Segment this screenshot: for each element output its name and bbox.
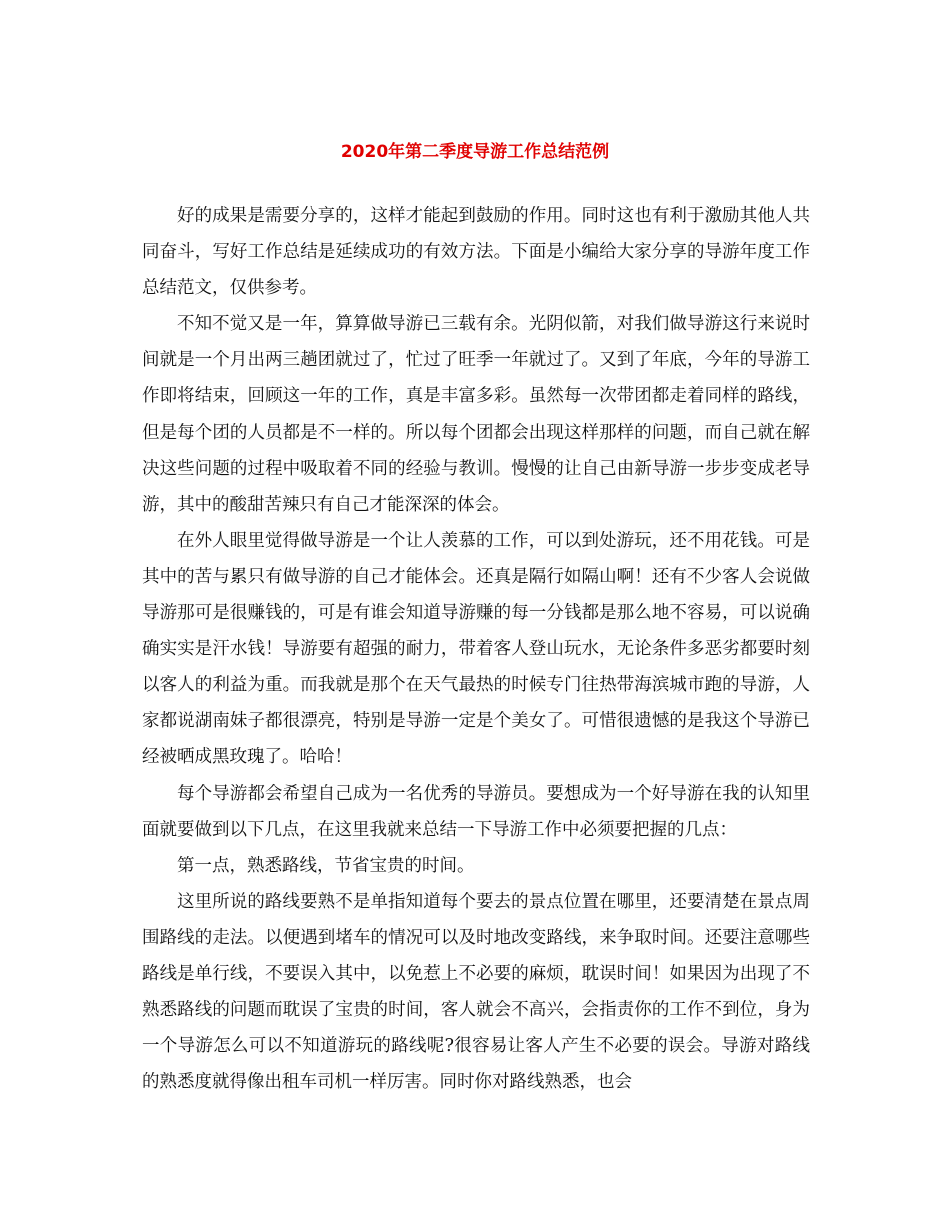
document-body <box>142 198 810 1100</box>
paragraph: 这里所说的路线要熟不是单指知道每个要去的景点位置在哪里，还要清楚在景点周围路线的走法。以便遇到堵车的情况可以及时地改变路线，来争取时间。还要注意哪些路线是单行线，不要误入其中，以免惹上不必要的麻烦，耽误时间！如果因为出现了不熟悉路线的问题而耽误了宝贵的时间，客人就会不高兴，会指责你的工作不到位，身为一个导游怎么可以不知道游玩的路线呢?很容易让客人产生不必要的误会。导游对路线的熟悉度就得像出租车司机一样厉害。同时你对路线熟悉，也会 <box>142 891 810 1093</box>
paragraph: 在外人眼里觉得做导游是一个让人羡慕的工作，可以到处游玩，还不用花钱。可是其中的苦与累只有做导游的自己才能体会。还真是隔行如隔山啊！还有不少客人会说做导游那可是很赚钱的，可是有谁会知道导游赚的每一分钱都是那么地不容易，可以说确确实实是汗水钱！导游要有超强的耐力，带着客人登山玩水，无论条件多恶劣都要时刻以客人的利益为重。而我就是那个在天气最热的时候专门往热带海滨城市跑的导游，人家都说湖南妹子都很漂亮，特别是导游一定是个美女了。可惜很遗憾的是我这个导游已经被晒成黑玫瑰了。哈哈！ <box>142 530 810 768</box>
document-title: 2020年第二季度导游工作总结范例 <box>340 142 610 162</box>
paragraph: 不知不觉又是一年，算算做导游已三载有余。光阴似箭，对我们做导游这行来说时间就是一个月出两三趟团就过了，忙过了旺季一年就过了。又到了年底，今年的导游工作即将结束，回顾这一年的工作，真是丰富多彩。虽然每一次带团都走着同样的路线，但是每个团的人员都是不一样的。所以每个团都会出现这样那样的问题，而自己就在解决这些问题的过程中吸取着不同的经验与教训。慢慢的让自己由新导游一步步变成老导游，其中的酸甜苦辣只有自己才能深深的体会。 <box>142 314 810 515</box>
paragraph: 第一点，熟悉路线，节省宝贵的时间。 <box>177 855 475 876</box>
paragraph: 每个导游都会希望自己成为一名优秀的导游员。要想成为一个好导游在我的认知里面就要做到以下几点，在这里我就来总结一下导游工作中必须要把握的几点： <box>142 783 810 840</box>
paragraph: 好的成果是需要分享的，这样才能起到鼓励的作用。同时这也有利于激励其他人共同奋斗，写好工作总结是延续成功的有效方法。下面是小编给大家分享的导游年度工作总结范文，仅供参考。 <box>142 206 810 299</box>
